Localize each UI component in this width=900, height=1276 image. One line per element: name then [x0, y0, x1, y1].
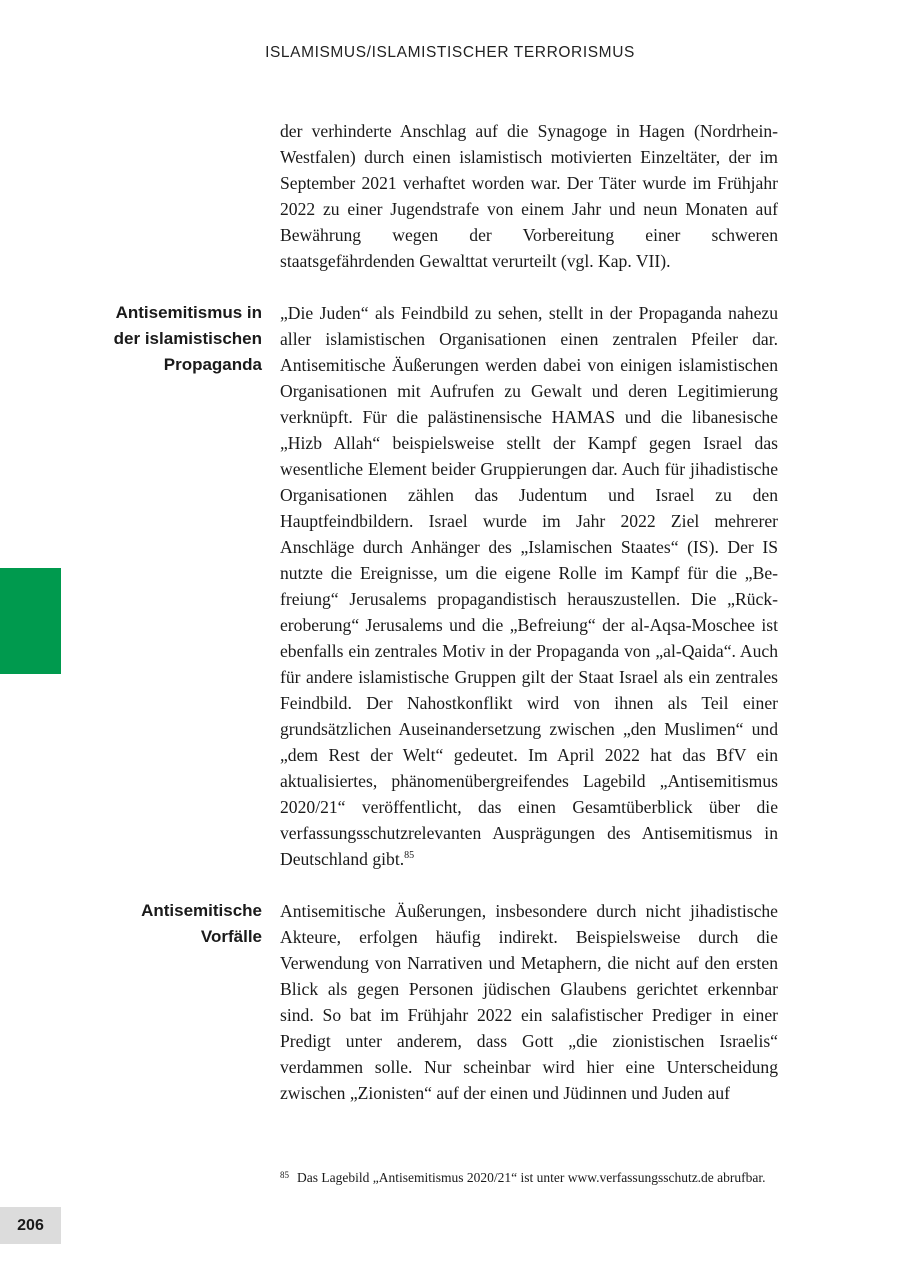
- side-heading-line: der islamistischen: [113, 329, 262, 348]
- side-heading-line: Antisemitische: [141, 901, 262, 920]
- footnote: [280, 1168, 778, 1188]
- footnote-text: Das Lagebild „Antisemitismus 2020/21“ ist unter www.verfassungsschutz.de abrufbar.: [297, 1170, 766, 1185]
- page-number: 206: [0, 1207, 61, 1244]
- paragraph-propaganda: [280, 300, 778, 872]
- paragraph-intro: der verhinderte Anschlag auf die Synagoge in Hagen (Nordrhein-Westfalen) durch einen islamistisch motivierten Einzeltäter, der im September 2021 verhaftet worden war. Der Täter wurde im Frühjahr 2022 zu einer Jugendstrafe von einem Jahr und neun Monaten auf Bewährung wegen der Vorbereitung einer schweren staatsgefährdenden Gewalttat verurteilt (vgl. Kap. VII).: [280, 121, 778, 271]
- running-header: ISLAMISMUS/ISLAMISTISCHER TERRORISMUS: [265, 44, 635, 61]
- side-heading-line: Propaganda: [163, 355, 262, 374]
- footnote-number: 85: [280, 1170, 289, 1180]
- paragraph-propaganda-text: „Die Juden“ als Feindbild zu sehen, stellt in der Propaganda nahezu aller islamistischen Organisationen einen zentralen Pfeiler dar. Antisemitische Äußerungen werden dabei von einigen islamistischen Organisationen mit Aufrufen zu Gewalt und deren Legitimierung verknüpft. Für die palästinensische HAMAS und die libanesische „Hizb Allah“ beispielsweise stellt der Kampf gegen Israel das wesentliche Element beider Gruppierungen dar. Auch für jihadistische Organisationen zählen das Judentum und Israel zu den Hauptfeindbildern. Israel wurde im Jahr 2022 Ziel mehrerer Anschläge durch Anhänger des „Islamischen Staates“ (IS). Der IS nutzte die Ereignisse, um die eigene Rolle im Kampf für die „Befreiung“ Jerusalems propagandistisch herauszustellen. Die „Rückeroberung“ Jerusalems und die „Befreiung“ der al-Aqsa-Moschee ist ebenfalls ein zentrales Motiv in der Propaganda von „al-Qaida“. Auch für andere islamistische Gruppen gilt der Staat Israel als ein zentrales Feindbild. Der Nahostkonflikt wird von ihnen als Teil einer grundsätzlichen Auseinandersetzung zwischen „den Muslimen“ und „dem Rest der Welt“ gedeutet. Im April 2022 hat das BfV ein aktualisiertes, phänomenübergreifendes Lagebild „Antisemitismus 2020/21“ veröffentlicht, das einen Gesamtüberblick über die verfassungsschutzrelevanten Ausprägungen des Antisemitismus in Deutschland gibt.: [280, 303, 778, 869]
- side-heading-incidents: [100, 898, 262, 950]
- chapter-color-tab: [0, 568, 61, 674]
- footnote-reference[interactable]: 85: [404, 850, 415, 862]
- side-heading-propaganda: [100, 300, 262, 378]
- side-heading-line: Vorfälle: [200, 927, 262, 946]
- paragraph-incidents: Antisemitische Äußerungen, insbesondere durch nicht jihadistische Akteure, erfolgen häufig indirekt. Beispielsweise durch die Verwendung von Narrativen und Metaphern, die nicht auf den ersten Blick als gegen Personen jüdischen Glaubens gerichtet erkennbar sind. So bat im Frühjahr 2022 ein salafistischer Prediger in einer Predigt unter anderem, dass Gott „die zionistischen Israelis“ verdammen solle. Nur scheinbar wird hier eine Unterscheidung zwischen „Zionisten“ auf der einen und Jüdinnen und Juden auf: [280, 901, 778, 1103]
- side-heading-line: Antisemitismus in: [115, 303, 262, 322]
